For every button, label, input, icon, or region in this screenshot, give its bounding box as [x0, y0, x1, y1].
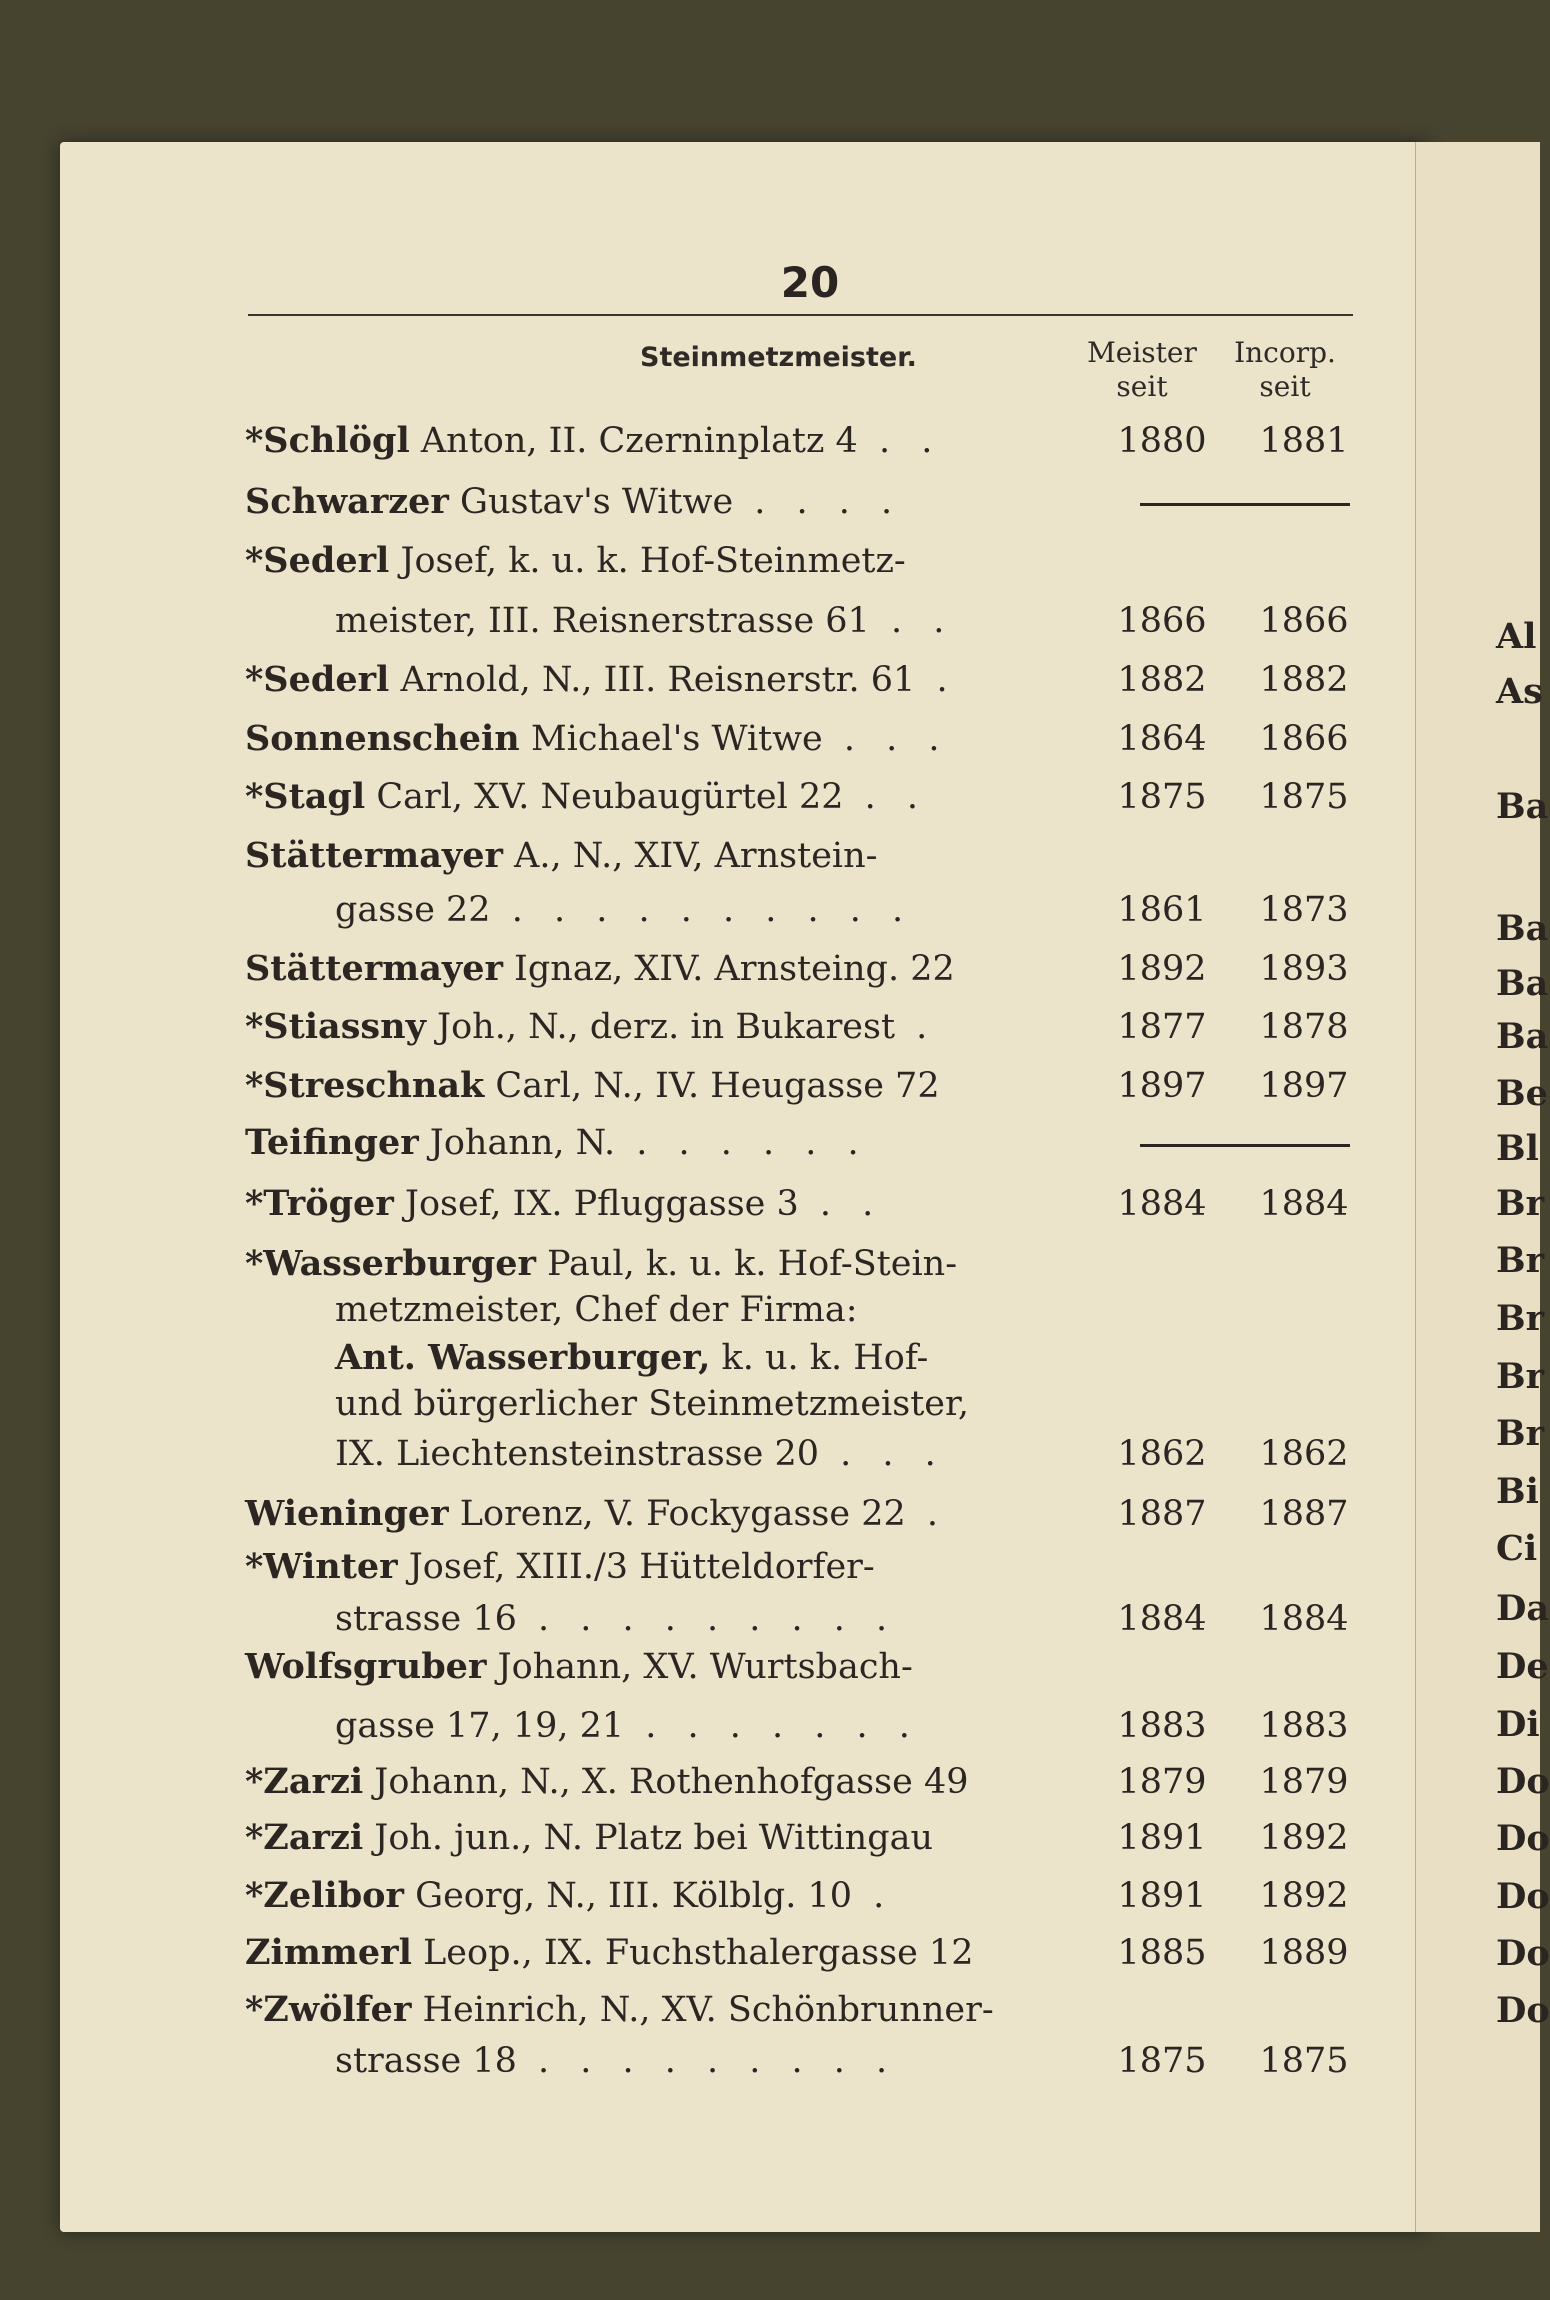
incorp-year: 1893	[1259, 949, 1349, 989]
next-page-letter: As	[1496, 671, 1543, 712]
next-page-letter: Da	[1496, 1588, 1550, 1629]
next-page-letter: Ba	[1496, 963, 1549, 1004]
meister-year: 1891	[1117, 1818, 1207, 1858]
no-date-dash	[1140, 1144, 1350, 1147]
entry-text: meister, III. Reisnerstrasse 61	[335, 601, 870, 641]
entry-surname: *Zelibor	[245, 1875, 404, 1916]
meister-year: 1877	[1117, 1007, 1207, 1047]
incorp-year: 1897	[1259, 1066, 1349, 1106]
incorp-year: 1889	[1259, 1933, 1349, 1973]
meister-year: 1891	[1117, 1876, 1207, 1916]
entry-leader-dots: .	[905, 1494, 949, 1534]
next-page-letter: Be	[1496, 1073, 1548, 1114]
incorp-year: 1875	[1259, 777, 1349, 817]
entry-surname: *Winter	[245, 1546, 398, 1587]
column-header-incorp	[1200, 336, 1370, 404]
meister-year: 1866	[1117, 601, 1207, 641]
entry-leader-dots: . .	[843, 777, 928, 817]
entry-text: Johann, XV. Wurtsbach-	[486, 1647, 913, 1687]
entry-leader-dots: .	[915, 660, 958, 700]
section-heading: Steinmetzmeister.	[640, 342, 917, 373]
entry-line	[245, 535, 1075, 587]
entry-text: Josef, k. u. k. Hof-Steinmetz-	[389, 541, 906, 581]
incorp-year: 1878	[1259, 1007, 1349, 1047]
entry-text: k. u. k. Hof-	[710, 1338, 929, 1378]
next-page-letter: De	[1496, 1646, 1549, 1687]
entry-line	[245, 1641, 1075, 1693]
entry-line	[335, 595, 1075, 647]
entry-line	[245, 1117, 1075, 1169]
entry-surname: Sonnenschein	[245, 718, 520, 759]
entry-text: Carl, N., IV. Heugasse 72	[484, 1066, 940, 1106]
entry-leader-dots: .	[895, 1007, 938, 1047]
entry-text: Arnold, N., III. Reisnerstr. 61	[389, 660, 916, 700]
next-page-letter: Do	[1496, 1761, 1550, 1802]
entry-leader-dots: . .	[798, 1184, 884, 1224]
entry-line	[245, 830, 1075, 882]
meister-year: 1885	[1117, 1933, 1207, 1973]
entry-surname: *Tröger	[245, 1183, 394, 1224]
entry-surname: *Streschnak	[245, 1065, 485, 1106]
entry-surname: Wolfsgruber	[245, 1646, 487, 1687]
entry-text: Josef, XIII./3 Hütteldorfer-	[397, 1547, 875, 1587]
entry-surname: *Wasserburger	[245, 1243, 536, 1284]
entry-surname: *Zwölfer	[245, 1989, 412, 2030]
entry-line	[335, 1428, 1075, 1480]
entry-text: metzmeister, Chef der Firma:	[335, 1290, 858, 1330]
entry-text: Joh. jun., N. Platz bei Wittingau	[363, 1818, 934, 1858]
entry-surname: *Stiassny	[245, 1006, 426, 1047]
entry-text: Josef, IX. Pfluggasse 3	[393, 1184, 799, 1224]
entry-leader-dots: . . . . . . .	[624, 1706, 920, 1746]
incorp-year: 1887	[1259, 1494, 1349, 1534]
next-page-letter: Ba	[1496, 786, 1549, 827]
incorp-year: 1892	[1259, 1818, 1349, 1858]
no-date-dash	[1140, 503, 1350, 506]
entry-line	[245, 1812, 1075, 1864]
entry-text: Lorenz, V. Fockygasse 22	[448, 1494, 906, 1534]
incorp-year: 1875	[1259, 2041, 1349, 2081]
next-page-letter: Br	[1496, 1240, 1545, 1281]
meister-year: 1897	[1117, 1066, 1207, 1106]
entry-line	[245, 713, 1075, 765]
entry-surname: *Schlögl	[245, 420, 410, 461]
page-number: 20	[780, 258, 840, 307]
entry-surname: *Sederl	[245, 659, 390, 700]
entry-text: Johann, N.	[418, 1123, 616, 1163]
entry-line	[335, 884, 1075, 936]
entry-line	[245, 1060, 1075, 1112]
entry-text: strasse 18	[335, 2041, 517, 2081]
meister-year: 1884	[1117, 1184, 1207, 1224]
entry-text: und bürgerlicher Steinmetzmeister,	[335, 1384, 969, 1424]
incorp-year: 1884	[1259, 1184, 1349, 1224]
entry-leader-dots: . . . . . . . . .	[516, 1599, 898, 1639]
entry-line	[245, 1178, 1075, 1230]
entry-text: Ignaz, XIV. Arnsteing. 22	[502, 949, 955, 989]
entry-line	[245, 1756, 1075, 1808]
meister-year: 1879	[1117, 1762, 1207, 1802]
entry-line	[335, 1332, 1075, 1384]
entry-leader-dots: . .	[857, 421, 943, 461]
next-page-letter: Br	[1496, 1356, 1545, 1397]
entry-text: IX. Liechtensteinstrasse 20	[335, 1434, 820, 1474]
entry-leader-dots: . . . . . .	[615, 1123, 869, 1163]
entry-surname: Teifinger	[245, 1122, 419, 1163]
meister-year: 1883	[1117, 1706, 1207, 1746]
entry-surname: Schwarzer	[245, 481, 449, 522]
entry-surname: *Zarzi	[245, 1817, 364, 1858]
next-page-letter: Bl	[1496, 1128, 1539, 1169]
entry-text: gasse 22	[335, 890, 491, 930]
entry-leader-dots: . . .	[822, 719, 950, 759]
entry-leader-dots: . . . . . . . . .	[516, 2041, 898, 2081]
entry-surname: Wieninger	[245, 1493, 449, 1534]
entry-line	[245, 943, 1075, 995]
meister-year: 1862	[1117, 1434, 1207, 1474]
entry-line	[335, 1700, 1075, 1752]
meister-year: 1887	[1117, 1494, 1207, 1534]
entry-surname: Zimmerl	[245, 1932, 412, 1973]
entry-surname: *Sederl	[245, 540, 390, 581]
incorp-year: 1884	[1259, 1599, 1349, 1639]
entry-text: Joh., N., derz. in Bukarest	[425, 1007, 896, 1047]
entry-line	[245, 476, 1075, 528]
meister-year: 1861	[1117, 890, 1207, 930]
meister-year: 1892	[1117, 949, 1207, 989]
entry-text: Georg, N., III. Kölblg. 10	[403, 1876, 852, 1916]
next-page-letter: Di	[1496, 1704, 1540, 1745]
entry-line	[245, 1001, 1075, 1053]
entry-leader-dots: .	[852, 1876, 895, 1916]
entry-line	[245, 1984, 1075, 2036]
incorp-year: 1866	[1259, 601, 1349, 641]
incorp-year: 1882	[1259, 660, 1349, 700]
incorp-year: 1873	[1259, 890, 1349, 930]
incorp-year: 1866	[1259, 719, 1349, 759]
next-page-letter: Ba	[1496, 908, 1549, 949]
incorp-year: 1883	[1259, 1706, 1349, 1746]
entry-text: Paul, k. u. k. Hof-Stein-	[535, 1244, 958, 1284]
entry-line	[335, 2035, 1075, 2087]
entry-surname: *Stagl	[245, 776, 366, 817]
incorp-year: 1879	[1259, 1762, 1349, 1802]
entry-line	[245, 771, 1075, 823]
next-page-letter: Bi	[1496, 1471, 1539, 1512]
entry-text: Johann, N., X. Rothenhofgasse 49	[363, 1762, 969, 1802]
header-rule	[248, 314, 1353, 316]
meister-year: 1875	[1117, 2041, 1207, 2081]
entry-text: Michael's Witwe	[519, 719, 823, 759]
entry-leader-dots: . . . .	[733, 482, 903, 522]
entry-leader-dots: . .	[869, 601, 955, 641]
entry-text: Gustav's Witwe	[448, 482, 734, 522]
incorp-year: 1881	[1259, 421, 1349, 461]
entry-line	[245, 654, 1075, 706]
entry-surname: *Zarzi	[245, 1761, 364, 1802]
entry-text: A., N., XIV, Arnstein-	[502, 836, 878, 876]
entry-text: Anton, II. Czerninplatz 4	[409, 421, 858, 461]
entry-line	[335, 1593, 1075, 1645]
next-page-letter: Br	[1496, 1298, 1545, 1339]
entry-line	[245, 1927, 1075, 1979]
entry-line	[335, 1284, 1075, 1336]
next-page-letter: Do	[1496, 1876, 1550, 1917]
meister-year: 1880	[1117, 421, 1207, 461]
entry-line	[245, 1488, 1075, 1540]
next-page-letter: Br	[1496, 1183, 1545, 1224]
meister-year: 1882	[1117, 660, 1207, 700]
entry-line	[245, 1238, 1075, 1290]
incorp-year: 1892	[1259, 1876, 1349, 1916]
next-page-letter: Do	[1496, 1933, 1550, 1974]
next-page-letter: Br	[1496, 1413, 1545, 1454]
next-page-letter: Do	[1496, 1990, 1550, 2031]
entry-text: gasse 17, 19, 21	[335, 1706, 625, 1746]
entry-text: strasse 16	[335, 1599, 517, 1639]
entry-text: Leop., IX. Fuchsthalergasse 12	[411, 1933, 974, 1973]
meister-year: 1884	[1117, 1599, 1207, 1639]
entry-line	[245, 1870, 1075, 1922]
entry-surname: Stättermayer	[245, 948, 503, 989]
entry-leader-dots: . . .	[819, 1434, 946, 1474]
entry-leader-dots: . . . . . . . . . .	[490, 890, 914, 930]
entry-surname: Stättermayer	[245, 835, 503, 876]
next-page-letter: Ba	[1496, 1016, 1549, 1057]
next-page-letter: Ci	[1496, 1528, 1538, 1569]
entry-text: Carl, XV. Neubaugürtel 22	[365, 777, 844, 817]
next-page-letter: Al	[1496, 616, 1537, 657]
entry-surname: Ant. Wasserburger,	[335, 1337, 711, 1378]
column-header-meister-text: Meister seit	[1087, 336, 1197, 403]
column-header-incorp-text: Incorp. seit	[1234, 336, 1336, 403]
entry-line	[245, 415, 1075, 467]
next-page-letter: Do	[1496, 1818, 1550, 1859]
entry-line	[245, 1541, 1075, 1593]
entry-text: Heinrich, N., XV. Schönbrunner-	[411, 1990, 994, 2030]
entry-line	[335, 1378, 1075, 1430]
incorp-year: 1862	[1259, 1434, 1349, 1474]
meister-year: 1875	[1117, 777, 1207, 817]
meister-year: 1864	[1117, 719, 1207, 759]
